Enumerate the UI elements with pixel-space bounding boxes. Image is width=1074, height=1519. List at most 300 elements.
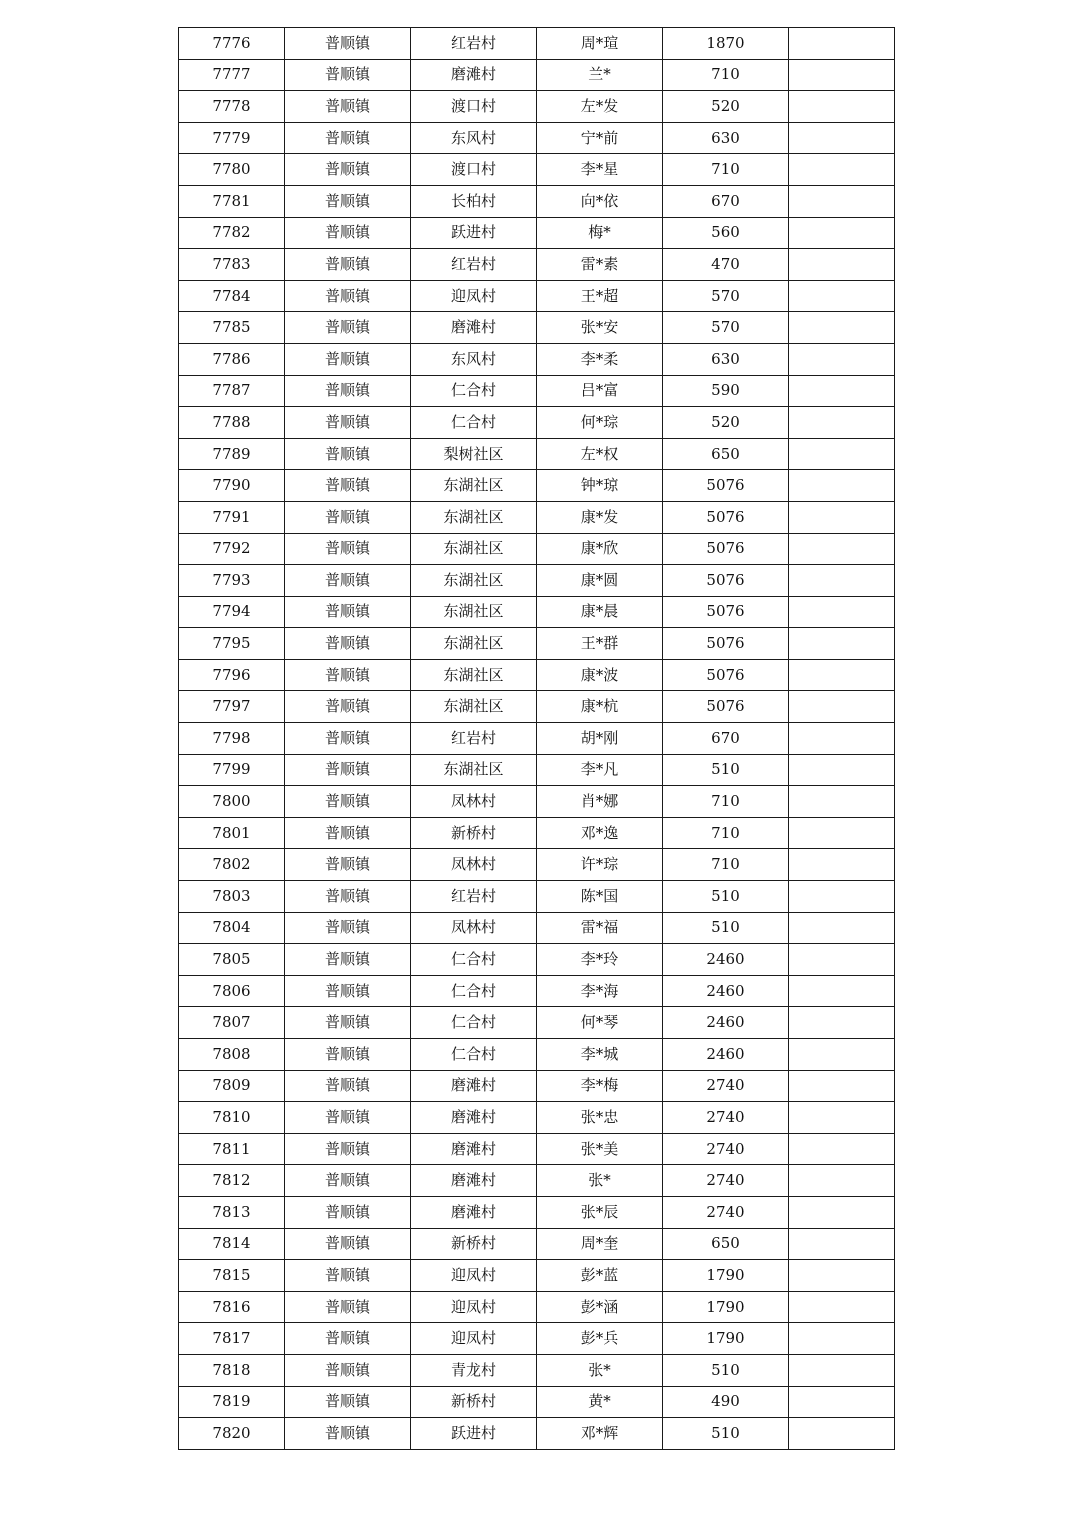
village-cell: 凤林村 <box>411 786 537 818</box>
row-number-cell: 7783 <box>179 249 285 281</box>
village-cell: 东湖社区 <box>411 470 537 502</box>
note-cell <box>789 817 895 849</box>
village-cell: 新桥村 <box>411 1228 537 1260</box>
note-cell <box>789 723 895 755</box>
table-row <box>179 438 895 470</box>
town-cell: 普顺镇 <box>285 1196 411 1228</box>
amount-cell: 650 <box>663 438 789 470</box>
town-cell: 普顺镇 <box>285 1070 411 1102</box>
row-number-cell: 7810 <box>179 1102 285 1134</box>
name-cell: 胡*刚 <box>537 723 663 755</box>
note-cell <box>789 91 895 123</box>
row-number-cell: 7794 <box>179 596 285 628</box>
row-number-cell: 7819 <box>179 1386 285 1418</box>
name-cell: 康*发 <box>537 501 663 533</box>
table-row <box>179 343 895 375</box>
note-cell <box>789 533 895 565</box>
note-cell <box>789 217 895 249</box>
town-cell: 普顺镇 <box>285 881 411 913</box>
row-number-cell: 7780 <box>179 154 285 186</box>
row-number-cell: 7815 <box>179 1260 285 1292</box>
note-cell <box>789 1228 895 1260</box>
row-number-cell: 7790 <box>179 470 285 502</box>
name-cell: 王*超 <box>537 280 663 312</box>
note-cell <box>789 312 895 344</box>
row-number-cell: 7799 <box>179 754 285 786</box>
note-cell <box>789 375 895 407</box>
amount-cell: 2740 <box>663 1070 789 1102</box>
note-cell <box>789 786 895 818</box>
amount-cell: 5076 <box>663 659 789 691</box>
table-row <box>179 59 895 91</box>
amount-cell: 2460 <box>663 1007 789 1039</box>
town-cell: 普顺镇 <box>285 154 411 186</box>
town-cell: 普顺镇 <box>285 723 411 755</box>
town-cell: 普顺镇 <box>285 217 411 249</box>
village-cell: 跃进村 <box>411 1418 537 1450</box>
town-cell: 普顺镇 <box>285 533 411 565</box>
village-cell: 迎凤村 <box>411 1291 537 1323</box>
village-cell: 红岩村 <box>411 881 537 913</box>
row-number-cell: 7787 <box>179 375 285 407</box>
table-row <box>179 1291 895 1323</box>
table-row <box>179 1354 895 1386</box>
town-cell: 普顺镇 <box>285 1165 411 1197</box>
row-number-cell: 7795 <box>179 628 285 660</box>
row-number-cell: 7798 <box>179 723 285 755</box>
name-cell: 陈*国 <box>537 881 663 913</box>
town-cell: 普顺镇 <box>285 628 411 660</box>
village-cell: 新桥村 <box>411 817 537 849</box>
amount-cell: 2460 <box>663 1039 789 1071</box>
table-row <box>179 1260 895 1292</box>
table-body <box>179 28 895 1450</box>
note-cell <box>789 1102 895 1134</box>
table-row <box>179 1323 895 1355</box>
note-cell <box>789 249 895 281</box>
name-cell: 彭*涵 <box>537 1291 663 1323</box>
town-cell: 普顺镇 <box>285 912 411 944</box>
amount-cell: 5076 <box>663 533 789 565</box>
name-cell: 彭*兵 <box>537 1323 663 1355</box>
amount-cell: 570 <box>663 312 789 344</box>
amount-cell: 710 <box>663 817 789 849</box>
name-cell: 王*群 <box>537 628 663 660</box>
town-cell: 普顺镇 <box>285 659 411 691</box>
table-row <box>179 501 895 533</box>
table-row <box>179 754 895 786</box>
town-cell: 普顺镇 <box>285 1007 411 1039</box>
amount-cell: 560 <box>663 217 789 249</box>
name-cell: 张*忠 <box>537 1102 663 1134</box>
row-number-cell: 7781 <box>179 185 285 217</box>
town-cell: 普顺镇 <box>285 754 411 786</box>
amount-cell: 2460 <box>663 975 789 1007</box>
table-row <box>179 1196 895 1228</box>
name-cell: 康*圆 <box>537 565 663 597</box>
table-row <box>179 1007 895 1039</box>
town-cell: 普顺镇 <box>285 1418 411 1450</box>
name-cell: 向*依 <box>537 185 663 217</box>
village-cell: 红岩村 <box>411 249 537 281</box>
village-cell: 东风村 <box>411 122 537 154</box>
amount-cell: 5076 <box>663 565 789 597</box>
note-cell <box>789 944 895 976</box>
village-cell: 梨树社区 <box>411 438 537 470</box>
amount-cell: 5076 <box>663 628 789 660</box>
row-number-cell: 7812 <box>179 1165 285 1197</box>
name-cell: 吕*富 <box>537 375 663 407</box>
table-row <box>179 1039 895 1071</box>
name-cell: 张*辰 <box>537 1196 663 1228</box>
village-cell: 东湖社区 <box>411 628 537 660</box>
village-cell: 东湖社区 <box>411 533 537 565</box>
village-cell: 东湖社区 <box>411 596 537 628</box>
village-cell: 红岩村 <box>411 28 537 60</box>
village-cell: 仁合村 <box>411 975 537 1007</box>
note-cell <box>789 754 895 786</box>
town-cell: 普顺镇 <box>285 1260 411 1292</box>
town-cell: 普顺镇 <box>285 312 411 344</box>
row-number-cell: 7817 <box>179 1323 285 1355</box>
row-number-cell: 7807 <box>179 1007 285 1039</box>
table-row <box>179 407 895 439</box>
village-cell: 磨滩村 <box>411 1196 537 1228</box>
table-row <box>179 912 895 944</box>
note-cell <box>789 1039 895 1071</box>
note-cell <box>789 122 895 154</box>
table-row <box>179 91 895 123</box>
note-cell <box>789 343 895 375</box>
town-cell: 普顺镇 <box>285 975 411 1007</box>
village-cell: 长柏村 <box>411 185 537 217</box>
town-cell: 普顺镇 <box>285 501 411 533</box>
table-row <box>179 596 895 628</box>
amount-cell: 650 <box>663 1228 789 1260</box>
town-cell: 普顺镇 <box>285 280 411 312</box>
name-cell: 彭*蓝 <box>537 1260 663 1292</box>
town-cell: 普顺镇 <box>285 407 411 439</box>
amount-cell: 510 <box>663 754 789 786</box>
name-cell: 何*琴 <box>537 1007 663 1039</box>
row-number-cell: 7788 <box>179 407 285 439</box>
village-cell: 磨滩村 <box>411 59 537 91</box>
name-cell: 张* <box>537 1354 663 1386</box>
village-cell: 仁合村 <box>411 375 537 407</box>
note-cell <box>789 501 895 533</box>
amount-cell: 630 <box>663 343 789 375</box>
amount-cell: 710 <box>663 59 789 91</box>
note-cell <box>789 565 895 597</box>
amount-cell: 670 <box>663 185 789 217</box>
town-cell: 普顺镇 <box>285 28 411 60</box>
village-cell: 磨滩村 <box>411 1102 537 1134</box>
row-number-cell: 7786 <box>179 343 285 375</box>
village-cell: 渡口村 <box>411 91 537 123</box>
row-number-cell: 7778 <box>179 91 285 123</box>
name-cell: 雷*福 <box>537 912 663 944</box>
village-cell: 凤林村 <box>411 912 537 944</box>
village-cell: 迎凤村 <box>411 1260 537 1292</box>
town-cell: 普顺镇 <box>285 343 411 375</box>
row-number-cell: 7796 <box>179 659 285 691</box>
note-cell <box>789 628 895 660</box>
note-cell <box>789 407 895 439</box>
note-cell <box>789 1418 895 1450</box>
note-cell <box>789 691 895 723</box>
town-cell: 普顺镇 <box>285 1102 411 1134</box>
row-number-cell: 7806 <box>179 975 285 1007</box>
table-row <box>179 723 895 755</box>
row-number-cell: 7784 <box>179 280 285 312</box>
town-cell: 普顺镇 <box>285 944 411 976</box>
village-cell: 仁合村 <box>411 407 537 439</box>
village-cell: 磨滩村 <box>411 1165 537 1197</box>
town-cell: 普顺镇 <box>285 1354 411 1386</box>
name-cell: 左*发 <box>537 91 663 123</box>
table-row <box>179 375 895 407</box>
amount-cell: 1790 <box>663 1291 789 1323</box>
note-cell <box>789 185 895 217</box>
row-number-cell: 7816 <box>179 1291 285 1323</box>
note-cell <box>789 1165 895 1197</box>
town-cell: 普顺镇 <box>285 565 411 597</box>
village-cell: 仁合村 <box>411 944 537 976</box>
village-cell: 东湖社区 <box>411 754 537 786</box>
village-cell: 青龙村 <box>411 1354 537 1386</box>
amount-cell: 710 <box>663 154 789 186</box>
table-row <box>179 975 895 1007</box>
amount-cell: 1870 <box>663 28 789 60</box>
data-table <box>178 27 895 1450</box>
name-cell: 张*安 <box>537 312 663 344</box>
village-cell: 东湖社区 <box>411 501 537 533</box>
table-row <box>179 1165 895 1197</box>
village-cell: 磨滩村 <box>411 312 537 344</box>
name-cell: 康*晨 <box>537 596 663 628</box>
row-number-cell: 7804 <box>179 912 285 944</box>
table-row <box>179 817 895 849</box>
village-cell: 磨滩村 <box>411 1070 537 1102</box>
name-cell: 康*欣 <box>537 533 663 565</box>
row-number-cell: 7782 <box>179 217 285 249</box>
note-cell <box>789 280 895 312</box>
name-cell: 邓*辉 <box>537 1418 663 1450</box>
name-cell: 周*奎 <box>537 1228 663 1260</box>
amount-cell: 1790 <box>663 1260 789 1292</box>
table-row <box>179 28 895 60</box>
note-cell <box>789 596 895 628</box>
name-cell: 邓*逸 <box>537 817 663 849</box>
row-number-cell: 7792 <box>179 533 285 565</box>
row-number-cell: 7803 <box>179 881 285 913</box>
name-cell: 肖*娜 <box>537 786 663 818</box>
row-number-cell: 7818 <box>179 1354 285 1386</box>
name-cell: 何*琮 <box>537 407 663 439</box>
town-cell: 普顺镇 <box>285 91 411 123</box>
amount-cell: 710 <box>663 786 789 818</box>
village-cell: 渡口村 <box>411 154 537 186</box>
table-row <box>179 849 895 881</box>
note-cell <box>789 1354 895 1386</box>
row-number-cell: 7785 <box>179 312 285 344</box>
town-cell: 普顺镇 <box>285 1039 411 1071</box>
name-cell: 李*梅 <box>537 1070 663 1102</box>
note-cell <box>789 849 895 881</box>
row-number-cell: 7779 <box>179 122 285 154</box>
name-cell: 钟*琼 <box>537 470 663 502</box>
note-cell <box>789 881 895 913</box>
amount-cell: 510 <box>663 881 789 913</box>
name-cell: 康*杭 <box>537 691 663 723</box>
table-row <box>179 944 895 976</box>
name-cell: 黄* <box>537 1386 663 1418</box>
note-cell <box>789 912 895 944</box>
amount-cell: 510 <box>663 1354 789 1386</box>
village-cell: 磨滩村 <box>411 1133 537 1165</box>
note-cell <box>789 1133 895 1165</box>
town-cell: 普顺镇 <box>285 786 411 818</box>
note-cell <box>789 1260 895 1292</box>
name-cell: 兰* <box>537 59 663 91</box>
town-cell: 普顺镇 <box>285 1228 411 1260</box>
note-cell <box>789 975 895 1007</box>
name-cell: 左*权 <box>537 438 663 470</box>
village-cell: 凤林村 <box>411 849 537 881</box>
village-cell: 迎凤村 <box>411 1323 537 1355</box>
town-cell: 普顺镇 <box>285 817 411 849</box>
table-row <box>179 565 895 597</box>
name-cell: 李*城 <box>537 1039 663 1071</box>
name-cell: 李*海 <box>537 975 663 1007</box>
amount-cell: 2740 <box>663 1196 789 1228</box>
town-cell: 普顺镇 <box>285 470 411 502</box>
table-row <box>179 312 895 344</box>
amount-cell: 2740 <box>663 1165 789 1197</box>
town-cell: 普顺镇 <box>285 1133 411 1165</box>
row-number-cell: 7800 <box>179 786 285 818</box>
village-cell: 仁合村 <box>411 1007 537 1039</box>
row-number-cell: 7791 <box>179 501 285 533</box>
table-row <box>179 249 895 281</box>
name-cell: 周*瑄 <box>537 28 663 60</box>
name-cell: 梅* <box>537 217 663 249</box>
amount-cell: 520 <box>663 407 789 439</box>
table-row <box>179 1102 895 1134</box>
row-number-cell: 7802 <box>179 849 285 881</box>
amount-cell: 590 <box>663 375 789 407</box>
row-number-cell: 7811 <box>179 1133 285 1165</box>
note-cell <box>789 1323 895 1355</box>
village-cell: 迎凤村 <box>411 280 537 312</box>
amount-cell: 510 <box>663 1418 789 1450</box>
table-row <box>179 1228 895 1260</box>
table-row <box>179 1070 895 1102</box>
town-cell: 普顺镇 <box>285 185 411 217</box>
row-number-cell: 7793 <box>179 565 285 597</box>
table-row <box>179 1386 895 1418</box>
amount-cell: 510 <box>663 912 789 944</box>
note-cell <box>789 154 895 186</box>
table-row <box>179 691 895 723</box>
village-cell: 红岩村 <box>411 723 537 755</box>
village-cell: 东湖社区 <box>411 565 537 597</box>
note-cell <box>789 1196 895 1228</box>
town-cell: 普顺镇 <box>285 1386 411 1418</box>
row-number-cell: 7808 <box>179 1039 285 1071</box>
table-row <box>179 1133 895 1165</box>
name-cell: 康*波 <box>537 659 663 691</box>
amount-cell: 5076 <box>663 470 789 502</box>
name-cell: 李*星 <box>537 154 663 186</box>
table-row <box>179 185 895 217</box>
note-cell <box>789 1291 895 1323</box>
amount-cell: 1790 <box>663 1323 789 1355</box>
amount-cell: 670 <box>663 723 789 755</box>
table-row <box>179 659 895 691</box>
table-row <box>179 470 895 502</box>
note-cell <box>789 28 895 60</box>
town-cell: 普顺镇 <box>285 596 411 628</box>
town-cell: 普顺镇 <box>285 122 411 154</box>
town-cell: 普顺镇 <box>285 59 411 91</box>
amount-cell: 490 <box>663 1386 789 1418</box>
table-row <box>179 154 895 186</box>
town-cell: 普顺镇 <box>285 1323 411 1355</box>
amount-cell: 2740 <box>663 1133 789 1165</box>
village-cell: 东风村 <box>411 343 537 375</box>
note-cell <box>789 1007 895 1039</box>
row-number-cell: 7814 <box>179 1228 285 1260</box>
note-cell <box>789 1070 895 1102</box>
amount-cell: 5076 <box>663 596 789 628</box>
name-cell: 李*凡 <box>537 754 663 786</box>
name-cell: 张* <box>537 1165 663 1197</box>
amount-cell: 5076 <box>663 501 789 533</box>
town-cell: 普顺镇 <box>285 849 411 881</box>
amount-cell: 2460 <box>663 944 789 976</box>
row-number-cell: 7776 <box>179 28 285 60</box>
village-cell: 东湖社区 <box>411 691 537 723</box>
row-number-cell: 7801 <box>179 817 285 849</box>
town-cell: 普顺镇 <box>285 249 411 281</box>
table-row <box>179 122 895 154</box>
village-cell: 东湖社区 <box>411 659 537 691</box>
table-row <box>179 881 895 913</box>
row-number-cell: 7789 <box>179 438 285 470</box>
table-row <box>179 1418 895 1450</box>
name-cell: 李*玲 <box>537 944 663 976</box>
name-cell: 李*柔 <box>537 343 663 375</box>
note-cell <box>789 470 895 502</box>
town-cell: 普顺镇 <box>285 1291 411 1323</box>
row-number-cell: 7813 <box>179 1196 285 1228</box>
town-cell: 普顺镇 <box>285 438 411 470</box>
table-row <box>179 217 895 249</box>
amount-cell: 570 <box>663 280 789 312</box>
amount-cell: 2740 <box>663 1102 789 1134</box>
amount-cell: 470 <box>663 249 789 281</box>
note-cell <box>789 659 895 691</box>
name-cell: 雷*素 <box>537 249 663 281</box>
village-cell: 跃进村 <box>411 217 537 249</box>
note-cell <box>789 438 895 470</box>
name-cell: 宁*前 <box>537 122 663 154</box>
row-number-cell: 7805 <box>179 944 285 976</box>
table-row <box>179 280 895 312</box>
town-cell: 普顺镇 <box>285 375 411 407</box>
town-cell: 普顺镇 <box>285 691 411 723</box>
